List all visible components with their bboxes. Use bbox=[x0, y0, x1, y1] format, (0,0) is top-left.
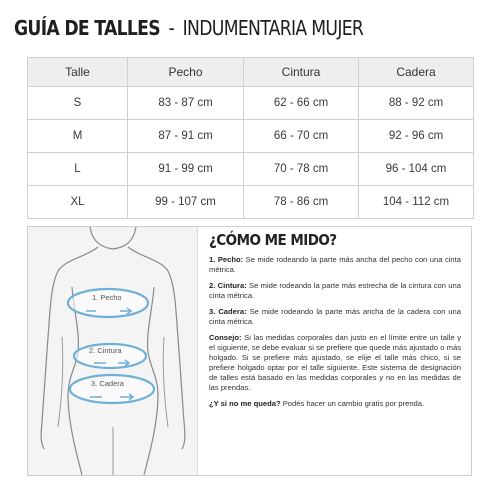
cell-cintura: 62 - 66 cm bbox=[244, 87, 359, 120]
instruction-cintura bbox=[209, 281, 461, 301]
column-header-pecho: Pecho bbox=[128, 58, 244, 87]
instruction-text: Se mide rodeando la parte más ancha de la cadera con una cinta métrica. bbox=[209, 307, 461, 326]
exchange-paragraph bbox=[209, 399, 461, 409]
exchange-label: ¿Y si no me queda? bbox=[209, 399, 281, 408]
column-header-cintura: Cintura bbox=[244, 58, 359, 87]
how-to-measure-section bbox=[209, 233, 461, 471]
page-title bbox=[14, 10, 420, 46]
how-to-title: ¿CÓMO ME MIDO? bbox=[209, 231, 337, 249]
instruction-text: Se mide rodeando la parte más ancha del pecho con una cinta métrica. bbox=[209, 255, 461, 274]
title-subtitle: INDUMENTARIA MUJER bbox=[182, 16, 364, 40]
figure-label-cintura: 2. Cintura bbox=[89, 346, 122, 355]
exchange-text: Podés hacer un cambio gratis por prenda. bbox=[280, 399, 425, 408]
cell-cadera: 88 - 92 cm bbox=[359, 87, 474, 120]
table-row bbox=[28, 87, 474, 120]
measurement-info-box bbox=[27, 226, 472, 476]
title-main: GUÍA DE TALLES bbox=[14, 16, 160, 40]
figure-label-cadera: 3. Cadera bbox=[91, 379, 124, 388]
size-table bbox=[27, 57, 474, 219]
figure-label-pecho: 1. Pecho bbox=[92, 293, 122, 302]
cell-size: M bbox=[28, 120, 128, 153]
cell-cadera: 92 - 96 cm bbox=[359, 120, 474, 153]
cell-cintura: 78 - 86 cm bbox=[244, 186, 359, 219]
table-row bbox=[28, 153, 474, 186]
cell-size: L bbox=[28, 153, 128, 186]
table-row bbox=[28, 120, 474, 153]
cell-size: S bbox=[28, 87, 128, 120]
cell-pecho: 83 - 87 cm bbox=[128, 87, 244, 120]
table-row bbox=[28, 186, 474, 219]
column-header-cadera: Cadera bbox=[359, 58, 474, 87]
cell-cadera: 96 - 104 cm bbox=[359, 153, 474, 186]
column-header-talle: Talle bbox=[28, 58, 128, 87]
cell-cintura: 66 - 70 cm bbox=[244, 120, 359, 153]
cell-cadera: 104 - 112 cm bbox=[359, 186, 474, 219]
instruction-text: Se mide rodeando la parte más estrecha de la cintura con una cinta métrica. bbox=[209, 281, 461, 300]
instruction-label: 2. Cintura: bbox=[209, 281, 247, 290]
instruction-cadera bbox=[209, 307, 461, 327]
cell-cintura: 70 - 78 cm bbox=[244, 153, 359, 186]
tip-label: Consejo: bbox=[209, 333, 242, 342]
tip-paragraph bbox=[209, 333, 461, 393]
cell-pecho: 99 - 107 cm bbox=[128, 186, 244, 219]
cell-size: XL bbox=[28, 186, 128, 219]
title-separator: - bbox=[168, 16, 175, 40]
table-header-row bbox=[28, 58, 474, 87]
tip-text: Si las medidas corporales dan justo en el límite entre un talle y el siguiente, se debe evaluar si se prefiere que quede más ajustado o más holgado. Si se prefiere más ajustado, se elije el talle más chico, si se prefiere holgado optar por el talle siguiente. Este sistema de designación de talles está basado en las medidas corporales y no en las medidas de las prendas. bbox=[209, 333, 461, 392]
instruction-label: 3. Cadera: bbox=[209, 307, 247, 316]
instruction-label: 1. Pecho: bbox=[209, 255, 244, 264]
cell-pecho: 87 - 91 cm bbox=[128, 120, 244, 153]
body-figure-illustration bbox=[28, 227, 198, 475]
instruction-pecho bbox=[209, 255, 461, 275]
cell-pecho: 91 - 99 cm bbox=[128, 153, 244, 186]
